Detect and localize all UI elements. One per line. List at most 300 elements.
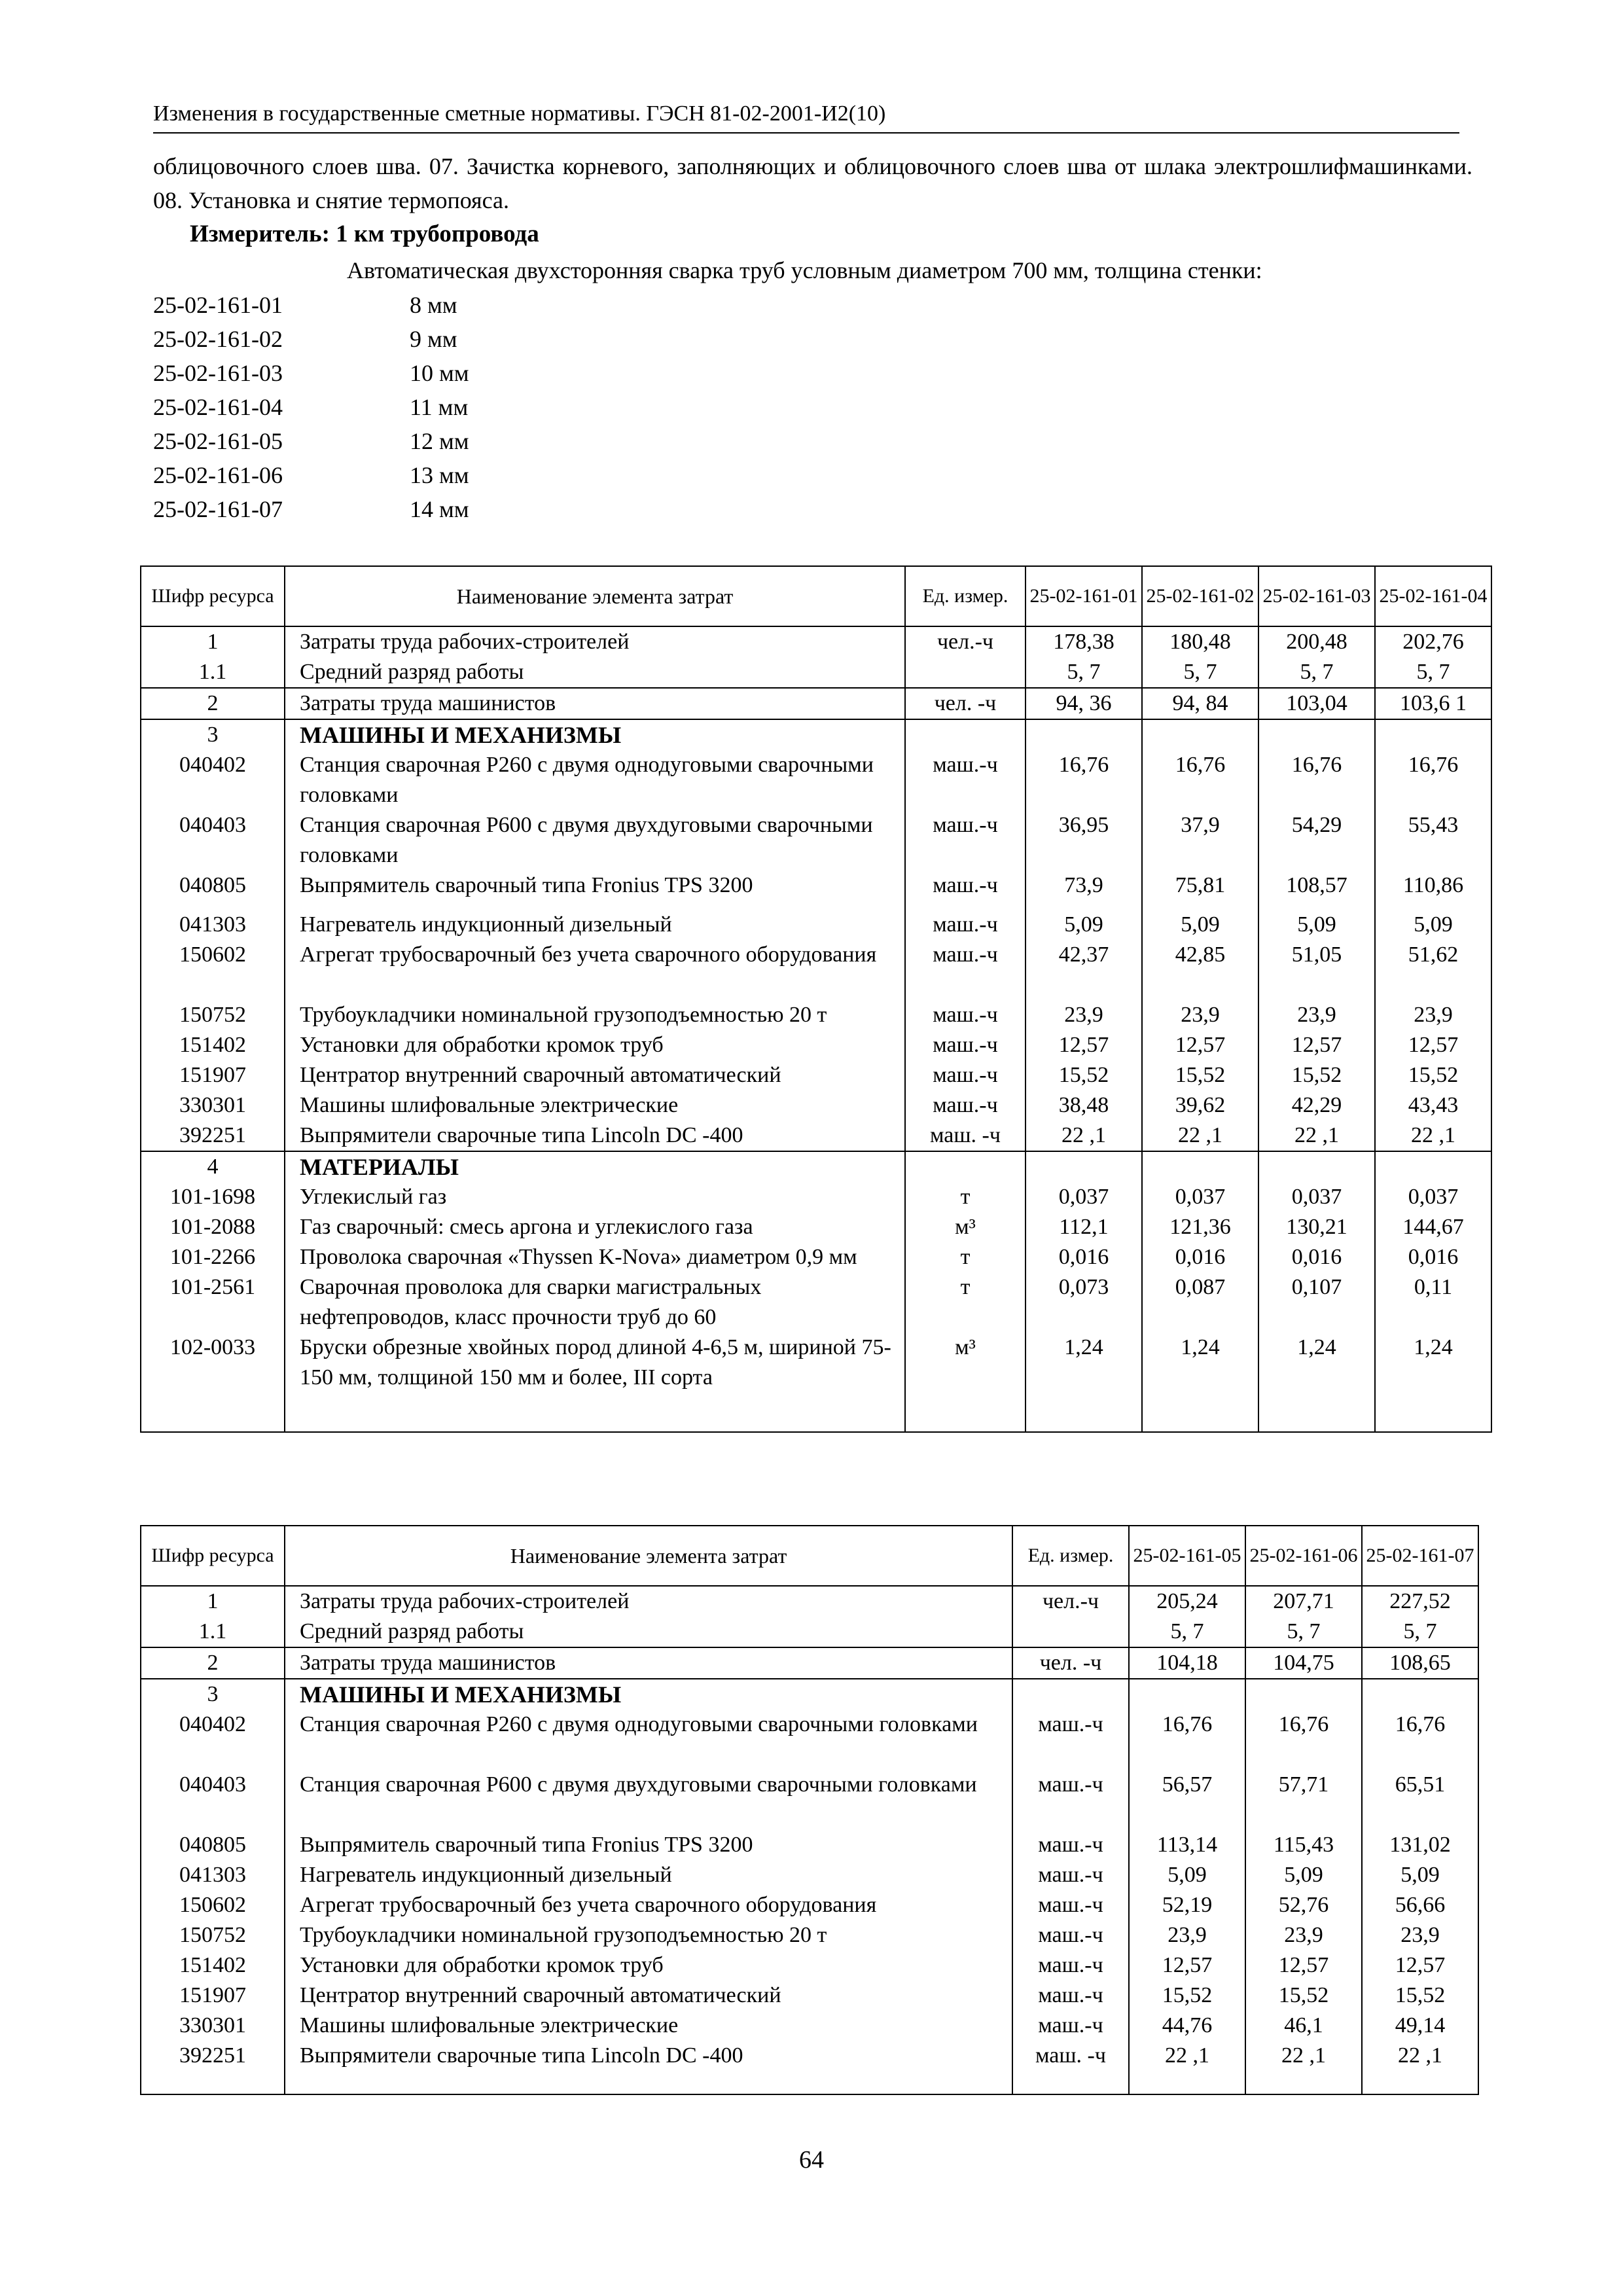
table-row: [141, 1060, 1491, 1090]
value-cell: 37,9: [1142, 810, 1258, 870]
value-cell: 16,76: [1026, 750, 1142, 810]
value-cell: 12,57: [1258, 1030, 1375, 1060]
unit-cell: т: [905, 1242, 1026, 1272]
unit-cell: [905, 719, 1026, 750]
value-cell: 94, 36: [1026, 688, 1142, 719]
cost-element-cell: МАШИНЫ И МЕХАНИЗМЫ: [285, 1679, 1012, 1710]
value-cell: [1142, 1151, 1258, 1182]
value-cell: [1375, 719, 1491, 750]
value-cell: 49,14: [1362, 2011, 1478, 2041]
table-row: [141, 1586, 1478, 1617]
value-cell: 46,1: [1245, 2011, 1362, 2041]
unit-cell: чел. -ч: [1012, 1647, 1129, 1679]
cost-element-cell: Выпрямители сварочные типа Lincoln DC -400: [285, 2041, 1012, 2094]
resource-code-cell: 151907: [141, 1981, 285, 2011]
value-cell: 5,09: [1258, 910, 1375, 940]
value-cell: 121,36: [1142, 1212, 1258, 1242]
value-cell: 42,85: [1142, 940, 1258, 1000]
value-cell: 23,9: [1142, 1000, 1258, 1030]
value-cell: 22 ,1: [1258, 1121, 1375, 1151]
value-cell: 180,48: [1142, 626, 1258, 657]
value-cell: [1026, 1151, 1142, 1182]
header-norm-code: 25-02-161-06: [1245, 1526, 1362, 1586]
cost-element-cell: МАШИНЫ И МЕХАНИЗМЫ: [285, 719, 905, 750]
unit-cell: маш.-ч: [1012, 1890, 1129, 1920]
unit-cell: маш.-ч: [1012, 1830, 1129, 1860]
value-cell: 22 ,1: [1375, 1121, 1491, 1151]
table-row: [141, 1950, 1478, 1981]
cost-element-cell: Затраты труда машинистов: [285, 688, 905, 719]
code-number: 25-02-161-02: [153, 326, 283, 352]
resource-code-cell: 330301: [141, 1090, 285, 1121]
cost-element-cell: Агрегат трубосварочный без учета сварочного оборудования: [285, 1890, 1012, 1920]
value-cell: 0,073: [1026, 1272, 1142, 1333]
code-list-item: [153, 458, 469, 492]
value-cell: 75,81: [1142, 870, 1258, 910]
unit-cell: чел.-ч: [905, 626, 1026, 657]
value-cell: 52,19: [1129, 1890, 1245, 1920]
cost-element-cell: Затраты труда рабочих-строителей: [285, 626, 905, 657]
resource-code-cell: 150602: [141, 940, 285, 1000]
cost-element-cell: Установки для обработки кромок труб: [285, 1030, 905, 1060]
value-cell: 0,016: [1026, 1242, 1142, 1272]
value-cell: 0,037: [1142, 1182, 1258, 1212]
cost-element-cell: Станция сварочная Р260 с двумя однодуговыми сварочными головками: [285, 750, 905, 810]
unit-cell: маш.-ч: [905, 1030, 1026, 1060]
unit-cell: т: [905, 1182, 1026, 1212]
resource-code-cell: 2: [141, 688, 285, 719]
resource-code-cell: 2: [141, 1647, 285, 1679]
value-cell: 0,037: [1375, 1182, 1491, 1212]
value-cell: 56,57: [1129, 1770, 1245, 1830]
value-cell: 22 ,1: [1129, 2041, 1245, 2094]
unit-cell: маш. -ч: [1012, 2041, 1129, 2094]
value-cell: 56,66: [1362, 1890, 1478, 1920]
value-cell: 44,76: [1129, 2011, 1245, 2041]
unit-cell: маш.-ч: [905, 870, 1026, 910]
resource-code-cell: 101-2088: [141, 1212, 285, 1242]
value-cell: 52,76: [1245, 1890, 1362, 1920]
code-list-item: [153, 492, 469, 526]
value-cell: 200,48: [1258, 626, 1375, 657]
table-row: [141, 870, 1491, 910]
value-cell: [1258, 1151, 1375, 1182]
resource-table-2: [140, 1525, 1479, 2095]
code-number: 25-02-161-07: [153, 496, 283, 522]
value-cell: 1,24: [1026, 1333, 1142, 1432]
cost-element-cell: Средний разряд работы: [285, 1617, 1012, 1647]
header-norm-code: 25-02-161-04: [1375, 566, 1491, 626]
table-row: [141, 1890, 1478, 1920]
value-cell: 178,38: [1026, 626, 1142, 657]
table-row: [141, 1333, 1491, 1432]
cost-element-cell: Центратор внутренний сварочный автоматический: [285, 1060, 905, 1090]
value-cell: 0,087: [1142, 1272, 1258, 1333]
cost-element-cell: Машины шлифовальные электрические: [285, 1090, 905, 1121]
value-cell: 22 ,1: [1026, 1121, 1142, 1151]
value-cell: 5, 7: [1142, 657, 1258, 688]
resource-table-1: [140, 565, 1492, 1433]
resource-code-cell: 151402: [141, 1030, 285, 1060]
value-cell: 1,24: [1258, 1333, 1375, 1432]
value-cell: 55,43: [1375, 810, 1491, 870]
value-cell: 115,43: [1245, 1830, 1362, 1860]
cost-element-cell: Нагреватель индукционный дизельный: [285, 910, 905, 940]
value-cell: 12,57: [1245, 1950, 1362, 1981]
resource-code-cell: 040402: [141, 750, 285, 810]
table-row: [141, 1830, 1478, 1860]
header-norm-code: 25-02-161-03: [1258, 566, 1375, 626]
code-thickness: 10 мм: [410, 360, 469, 386]
cost-element-cell: Агрегат трубосварочный без учета сварочного оборудования: [285, 940, 905, 1000]
value-cell: 0,016: [1375, 1242, 1491, 1272]
unit-cell: маш.-ч: [905, 1000, 1026, 1030]
unit-cell: м³: [905, 1212, 1026, 1242]
value-cell: 12,57: [1129, 1950, 1245, 1981]
resource-code-cell: 392251: [141, 2041, 285, 2094]
header-norm-code: 25-02-161-02: [1142, 566, 1258, 626]
table-row: [141, 1030, 1491, 1060]
value-cell: 23,9: [1375, 1000, 1491, 1030]
value-cell: 51,62: [1375, 940, 1491, 1000]
resource-code-cell: 151402: [141, 1950, 285, 1981]
value-cell: 202,76: [1375, 626, 1491, 657]
value-cell: 227,52: [1362, 1586, 1478, 1617]
unit-cell: маш.-ч: [905, 810, 1026, 870]
value-cell: 0,037: [1258, 1182, 1375, 1212]
value-cell: 15,52: [1026, 1060, 1142, 1090]
value-cell: 5,09: [1375, 910, 1491, 940]
unit-cell: [1012, 1617, 1129, 1647]
code-thickness: 9 мм: [410, 326, 457, 352]
value-cell: 5,09: [1362, 1860, 1478, 1890]
unit-cell: маш.-ч: [1012, 1860, 1129, 1890]
value-cell: [1129, 1679, 1245, 1710]
resource-code-cell: 3: [141, 719, 285, 750]
cost-element-cell: Станция сварочная Р260 с двумя однодуговыми сварочными головками: [285, 1710, 1012, 1770]
table-row: [141, 1272, 1491, 1333]
code-list-item: [153, 424, 469, 458]
code-list-item: [153, 356, 469, 390]
unit-cell: т: [905, 1272, 1026, 1333]
resource-code-cell: 150752: [141, 1000, 285, 1030]
value-cell: 23,9: [1129, 1920, 1245, 1950]
resource-code-cell: 040403: [141, 1770, 285, 1830]
table-row: [141, 2011, 1478, 2041]
value-cell: 0,11: [1375, 1272, 1491, 1333]
value-cell: 15,52: [1258, 1060, 1375, 1090]
table-row: [141, 810, 1491, 870]
value-cell: [1142, 719, 1258, 750]
header-unit: Ед. измер.: [1012, 1526, 1129, 1586]
value-cell: 16,76: [1375, 750, 1491, 810]
table-row: [141, 910, 1491, 940]
resource-code-cell: 150752: [141, 1920, 285, 1950]
code-thickness: 8 мм: [410, 292, 457, 318]
value-cell: 5, 7: [1258, 657, 1375, 688]
value-cell: 12,57: [1142, 1030, 1258, 1060]
table-row: [141, 688, 1491, 719]
table-row: [141, 1617, 1478, 1647]
value-cell: [1245, 1679, 1362, 1710]
unit-cell: [905, 1151, 1026, 1182]
resource-code-cell: 041303: [141, 910, 285, 940]
value-cell: 0,016: [1142, 1242, 1258, 1272]
value-cell: 108,65: [1362, 1647, 1478, 1679]
value-cell: 22 ,1: [1245, 2041, 1362, 2094]
value-cell: 113,14: [1129, 1830, 1245, 1860]
code-thickness: 13 мм: [410, 462, 469, 488]
unit-cell: маш.-ч: [905, 1060, 1026, 1090]
value-cell: 0,107: [1258, 1272, 1375, 1333]
value-cell: 5, 7: [1375, 657, 1491, 688]
resource-code-cell: 150602: [141, 1890, 285, 1920]
value-cell: 73,9: [1026, 870, 1142, 910]
table-row: [141, 626, 1491, 657]
table-row: [141, 1212, 1491, 1242]
value-cell: 15,52: [1362, 1981, 1478, 2011]
value-cell: 5,09: [1026, 910, 1142, 940]
value-cell: 23,9: [1362, 1920, 1478, 1950]
cost-element-cell: Газ сварочный: смесь аргона и углекислого газа: [285, 1212, 905, 1242]
cost-element-cell: Нагреватель индукционный дизельный: [285, 1860, 1012, 1890]
table-row: [141, 1710, 1478, 1770]
value-cell: 16,76: [1142, 750, 1258, 810]
value-cell: 57,71: [1245, 1770, 1362, 1830]
value-cell: 112,1: [1026, 1212, 1142, 1242]
code-number: 25-02-161-03: [153, 360, 283, 386]
value-cell: [1026, 719, 1142, 750]
unit-cell: маш.-ч: [1012, 1920, 1129, 1950]
value-cell: 22 ,1: [1362, 2041, 1478, 2094]
header-norm-code: 25-02-161-07: [1362, 1526, 1478, 1586]
cost-element-cell: Углекислый газ: [285, 1182, 905, 1212]
header-cost-element: Наименование элемента затрат: [285, 1526, 1012, 1586]
value-cell: 1,24: [1375, 1333, 1491, 1432]
code-number: 25-02-161-06: [153, 462, 283, 488]
code-number: 25-02-161-04: [153, 394, 283, 420]
value-cell: [1362, 1679, 1478, 1710]
unit-cell: м³: [905, 1333, 1026, 1432]
value-cell: 5,09: [1142, 910, 1258, 940]
resource-code-cell: 3: [141, 1679, 285, 1710]
section-heading-row: [141, 1679, 1478, 1710]
section-heading-row: [141, 1151, 1491, 1182]
value-cell: 65,51: [1362, 1770, 1478, 1830]
header-cost-element: Наименование элемента затрат: [285, 566, 905, 626]
page-header: Изменения в государственные сметные нормативы. ГЭСН 81-02-2001-И2(10): [153, 98, 1459, 134]
value-cell: 16,76: [1258, 750, 1375, 810]
cost-element-cell: Затраты труда рабочих-строителей: [285, 1586, 1012, 1617]
page-number: 64: [799, 2146, 824, 2174]
cost-element-cell: Проволока сварочная «Thyssen K-Nova» диаметром 0,9 мм: [285, 1242, 905, 1272]
value-cell: 5, 7: [1245, 1617, 1362, 1647]
cost-element-cell: Бруски обрезные хвойных пород длиной 4-6,5 м, шириной 75-150 мм, толщиной 150 мм и более, III сорта: [285, 1333, 905, 1432]
value-cell: 16,76: [1129, 1710, 1245, 1770]
code-thickness: 12 мм: [410, 428, 469, 454]
value-cell: 1,24: [1142, 1333, 1258, 1432]
value-cell: 15,52: [1129, 1981, 1245, 2011]
value-cell: 0,016: [1258, 1242, 1375, 1272]
value-cell: 144,67: [1375, 1212, 1491, 1242]
resource-code-cell: 040805: [141, 1830, 285, 1860]
value-cell: 5, 7: [1026, 657, 1142, 688]
unit-cell: маш.-ч: [905, 1090, 1026, 1121]
resource-code-cell: 1.1: [141, 657, 285, 688]
cost-element-cell: Средний разряд работы: [285, 657, 905, 688]
cost-element-cell: Машины шлифовальные электрические: [285, 2011, 1012, 2041]
cost-element-cell: Сварочная проволока для сварки магистральных нефтепроводов, класс прочности труб до 60: [285, 1272, 905, 1333]
table-row: [141, 1000, 1491, 1030]
cost-element-cell: МАТЕРИАЛЫ: [285, 1151, 905, 1182]
value-cell: 104,18: [1129, 1647, 1245, 1679]
table-row: [141, 1647, 1478, 1679]
value-cell: 23,9: [1245, 1920, 1362, 1950]
value-cell: 15,52: [1375, 1060, 1491, 1090]
unit-cell: маш.-ч: [1012, 1770, 1129, 1830]
resource-code-cell: 330301: [141, 2011, 285, 2041]
unit-cell: маш.-ч: [905, 910, 1026, 940]
header-resource-code: Шифр ресурса: [141, 1526, 285, 1586]
value-cell: [1258, 719, 1375, 750]
value-cell: 43,43: [1375, 1090, 1491, 1121]
cost-element-cell: Выпрямитель сварочный типа Fronius TPS 3200: [285, 1830, 1012, 1860]
code-list: [153, 288, 469, 526]
value-cell: 103,04: [1258, 688, 1375, 719]
unit-cell: [905, 657, 1026, 688]
table-row: [141, 1242, 1491, 1272]
resource-code-cell: 151907: [141, 1060, 285, 1090]
unit-cell: [1012, 1679, 1129, 1710]
unit-cell: маш. -ч: [905, 1121, 1026, 1151]
value-cell: 12,57: [1375, 1030, 1491, 1060]
value-cell: 51,05: [1258, 940, 1375, 1000]
table-row: [141, 1920, 1478, 1950]
value-cell: 0,037: [1026, 1182, 1142, 1212]
resource-code-cell: 041303: [141, 1860, 285, 1890]
value-cell: 108,57: [1258, 870, 1375, 910]
value-cell: 130,21: [1258, 1212, 1375, 1242]
table-row: [141, 1860, 1478, 1890]
value-cell: [1375, 1151, 1491, 1182]
value-cell: 5,09: [1245, 1860, 1362, 1890]
value-cell: 42,29: [1258, 1090, 1375, 1121]
value-cell: 110,86: [1375, 870, 1491, 910]
value-cell: 15,52: [1245, 1981, 1362, 2011]
value-cell: 39,62: [1142, 1090, 1258, 1121]
cost-element-cell: Станция сварочная Р600 с двумя двухдуговыми сварочными головками: [285, 810, 905, 870]
header-resource-code: Шифр ресурса: [141, 566, 285, 626]
section-heading-row: [141, 719, 1491, 750]
resource-code-cell: 392251: [141, 1121, 285, 1151]
cost-element-cell: Выпрямители сварочные типа Lincoln DC -400: [285, 1121, 905, 1151]
unit-cell: маш.-ч: [1012, 1981, 1129, 2011]
header-norm-code: 25-02-161-05: [1129, 1526, 1245, 1586]
value-cell: 38,48: [1026, 1090, 1142, 1121]
table-row: [141, 750, 1491, 810]
measure-heading: Измеритель: 1 км трубопровода: [190, 221, 539, 247]
cost-element-cell: Трубоукладчики номинальной грузоподъемностью 20 т: [285, 1920, 1012, 1950]
code-thickness: 11 мм: [410, 394, 469, 420]
table-row: [141, 1121, 1491, 1151]
resource-code-cell: 1.1: [141, 1617, 285, 1647]
value-cell: 12,57: [1362, 1950, 1478, 1981]
unit-cell: чел.-ч: [1012, 1586, 1129, 1617]
table-row: [141, 1770, 1478, 1830]
code-list-item: [153, 390, 469, 424]
cost-element-cell: Станция сварочная Р600 с двумя двухдуговыми сварочными головками: [285, 1770, 1012, 1830]
value-cell: 12,57: [1026, 1030, 1142, 1060]
unit-cell: маш.-ч: [905, 750, 1026, 810]
table-row: [141, 1182, 1491, 1212]
value-cell: 36,95: [1026, 810, 1142, 870]
value-cell: 23,9: [1258, 1000, 1375, 1030]
code-list-item: [153, 288, 469, 322]
code-thickness: 14 мм: [410, 496, 469, 522]
resource-code-cell: 101-2561: [141, 1272, 285, 1333]
value-cell: 5,09: [1129, 1860, 1245, 1890]
unit-cell: маш.-ч: [1012, 2011, 1129, 2041]
resource-code-cell: 1: [141, 626, 285, 657]
resource-code-cell: 040402: [141, 1710, 285, 1770]
intro-paragraph: облицовочного слоев шва. 07. Зачистка корневого, заполняющих и облицовочного слоев шва от шлака электрошлифмашинками. 08. Установка и снятие термопояса.: [153, 153, 1472, 213]
table-row: [141, 1981, 1478, 2011]
value-cell: 54,29: [1258, 810, 1375, 870]
value-cell: 16,76: [1362, 1710, 1478, 1770]
header-norm-code: 25-02-161-01: [1026, 566, 1142, 626]
value-cell: 94, 84: [1142, 688, 1258, 719]
header-unit: Ед. измер.: [905, 566, 1026, 626]
code-number: 25-02-161-01: [153, 292, 283, 318]
resource-code-cell: 102-0033: [141, 1333, 285, 1432]
table-row: [141, 940, 1491, 1000]
value-cell: 205,24: [1129, 1586, 1245, 1617]
resource-code-cell: 101-1698: [141, 1182, 285, 1212]
cost-element-cell: Установки для обработки кромок труб: [285, 1950, 1012, 1981]
unit-cell: маш.-ч: [1012, 1710, 1129, 1770]
value-cell: 16,76: [1245, 1710, 1362, 1770]
value-cell: 23,9: [1026, 1000, 1142, 1030]
code-list-item: [153, 322, 469, 356]
resource-code-cell: 040805: [141, 870, 285, 910]
resource-code-cell: 4: [141, 1151, 285, 1182]
section-subtitle: Автоматическая двухсторонняя сварка труб условным диаметром 700 мм, толщина стенки:: [347, 257, 1262, 283]
resource-code-cell: 1: [141, 1586, 285, 1617]
unit-cell: маш.-ч: [905, 940, 1026, 1000]
value-cell: 42,37: [1026, 940, 1142, 1000]
code-number: 25-02-161-05: [153, 428, 283, 454]
table-row: [141, 2041, 1478, 2094]
value-cell: 104,75: [1245, 1647, 1362, 1679]
table-row: [141, 657, 1491, 688]
value-cell: 15,52: [1142, 1060, 1258, 1090]
table-row: [141, 1090, 1491, 1121]
resource-code-cell: 101-2266: [141, 1242, 285, 1272]
value-cell: 207,71: [1245, 1586, 1362, 1617]
value-cell: 5, 7: [1362, 1617, 1478, 1647]
value-cell: 131,02: [1362, 1830, 1478, 1860]
resource-code-cell: 040403: [141, 810, 285, 870]
value-cell: 5, 7: [1129, 1617, 1245, 1647]
value-cell: 22 ,1: [1142, 1121, 1258, 1151]
cost-element-cell: Центратор внутренний сварочный автоматический: [285, 1981, 1012, 2011]
unit-cell: чел. -ч: [905, 688, 1026, 719]
cost-element-cell: Трубоукладчики номинальной грузоподъемностью 20 т: [285, 1000, 905, 1030]
unit-cell: маш.-ч: [1012, 1950, 1129, 1981]
cost-element-cell: Выпрямитель сварочный типа Fronius TPS 3200: [285, 870, 905, 910]
value-cell: 103,6 1: [1375, 688, 1491, 719]
cost-element-cell: Затраты труда машинистов: [285, 1647, 1012, 1679]
